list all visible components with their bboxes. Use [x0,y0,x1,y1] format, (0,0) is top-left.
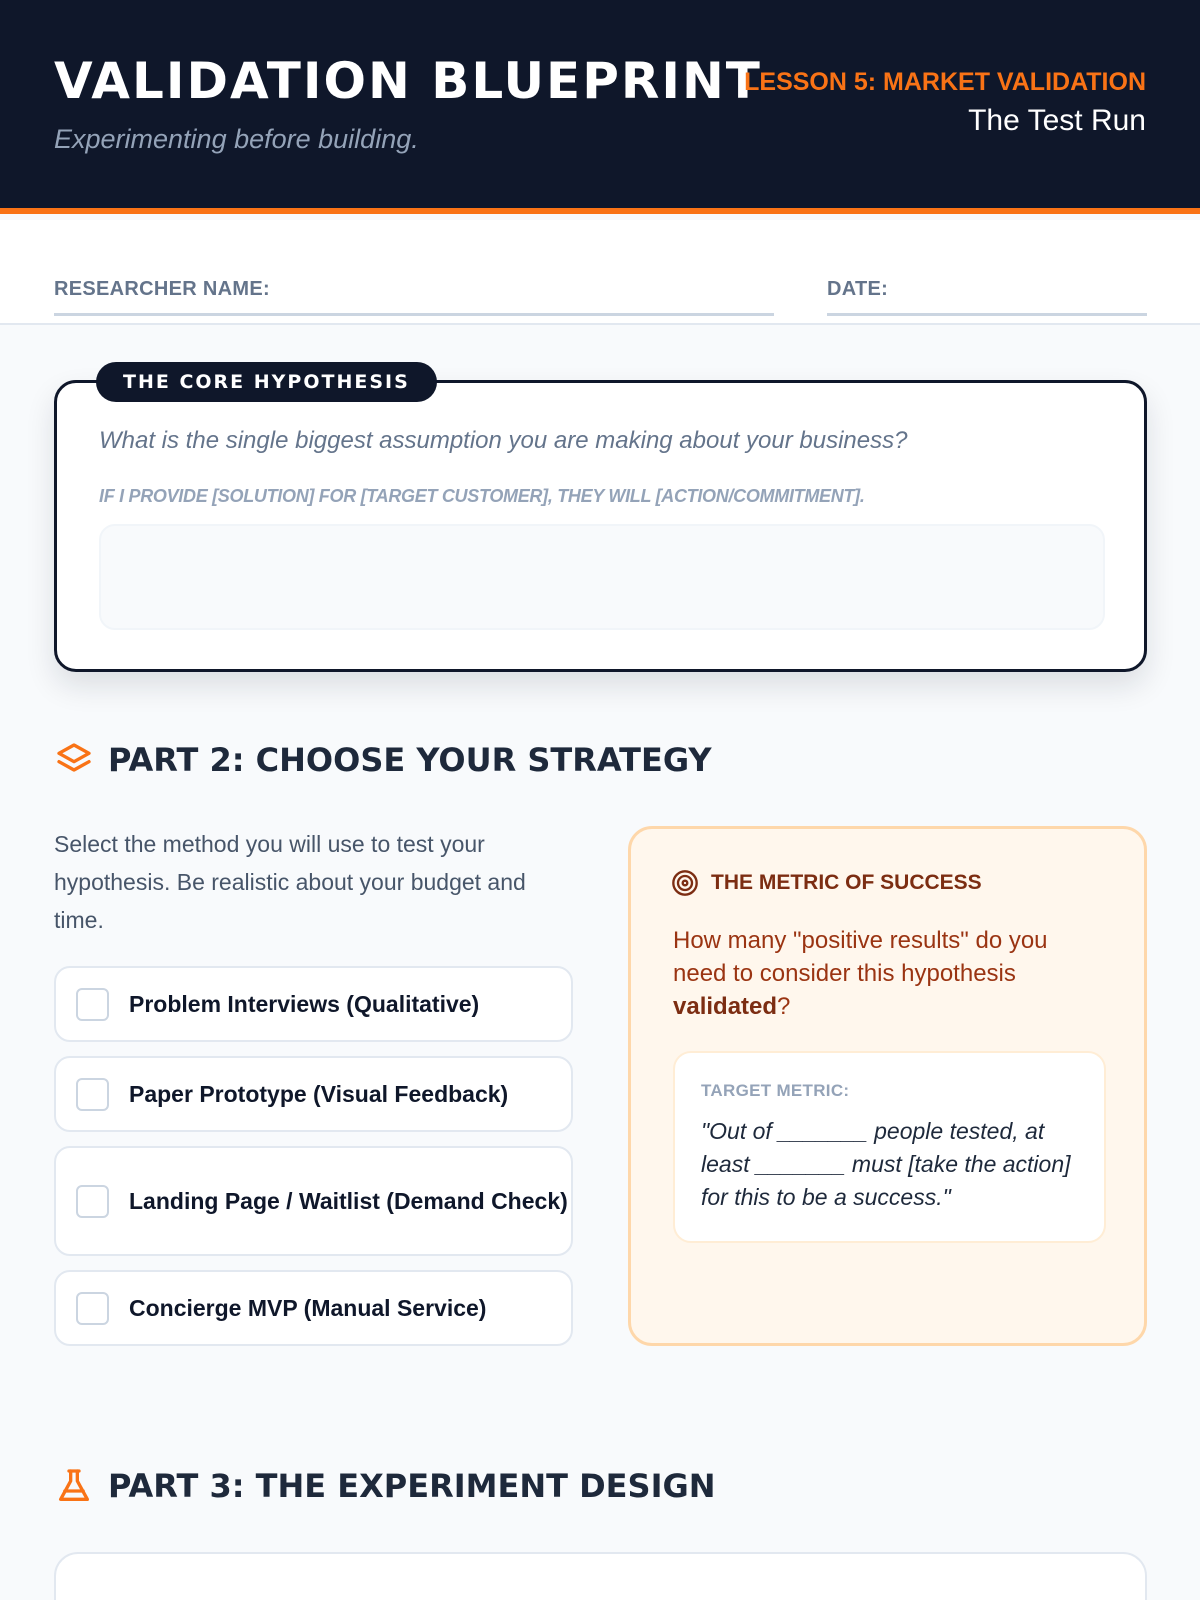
target-metric-label: TARGET METRIC: [701,1081,850,1100]
checkbox[interactable] [76,988,109,1021]
page-header [0,0,1200,214]
hypothesis-question: What is the single biggest assumption you are making about your business? [99,427,908,454]
experiment-design-card [54,1552,1147,1600]
lesson-title: The Test Run [968,104,1146,137]
hypothesis-input[interactable] [99,524,1105,630]
strategy-option-landing-page[interactable] [54,1146,573,1256]
target-metric-box[interactable] [673,1051,1106,1243]
date-label: DATE: [827,278,889,300]
date-field[interactable] [827,256,1147,316]
page-subtitle: Experimenting before building. [54,124,419,154]
metric-of-success-card [628,826,1147,1346]
option-label: Landing Page / Waitlist (Demand Check) [129,1187,568,1214]
checkbox[interactable] [76,1292,109,1325]
checkbox[interactable] [76,1078,109,1111]
metric-question: How many "positive results" do you need to consider this hypothesis validated? [673,927,1048,1020]
strategy-option-concierge-mvp[interactable] [54,1270,573,1346]
layers-icon [54,740,94,780]
core-hypothesis-card [54,380,1147,672]
option-label: Problem Interviews (Qualitative) [129,990,480,1017]
target-icon [671,869,699,897]
option-label: Paper Prototype (Visual Feedback) [129,1080,509,1107]
researcher-name-field[interactable] [54,256,774,316]
part2-title: PART 2: CHOOSE YOUR STRATEGY [108,741,712,779]
strategy-intro: Select the method you will use to test your hypothesis. Be realistic about your budget and time. [54,831,526,933]
lesson-label: LESSON 5: MARKET VALIDATION [744,68,1146,96]
part3-title: PART 3: THE EXPERIMENT DESIGN [108,1467,716,1505]
checkbox[interactable] [76,1185,109,1218]
metric-title: THE METRIC OF SUCCESS [711,871,982,894]
page-title: VALIDATION BLUEPRINT [54,52,762,110]
researcher-name-label: RESEARCHER NAME: [54,278,270,300]
part2-heading [54,740,712,780]
part3-heading [54,1466,716,1506]
metric-heading [671,869,982,897]
flask-icon [54,1466,94,1506]
option-label: Concierge MVP (Manual Service) [129,1294,487,1321]
strategy-option-problem-interviews[interactable] [54,966,573,1042]
hypothesis-formula: IF I PROVIDE [SOLUTION] FOR [TARGET CUSTOMER], THEY WILL [ACTION/COMMITMENT]. [99,486,865,506]
target-metric-text: "Out of _______ people tested, at least _______ must [take the action] for this to be a success." [701,1118,1071,1210]
meta-bar [0,220,1200,325]
strategy-option-paper-prototype[interactable] [54,1056,573,1132]
core-hypothesis-tag: THE CORE HYPOTHESIS [96,362,437,402]
